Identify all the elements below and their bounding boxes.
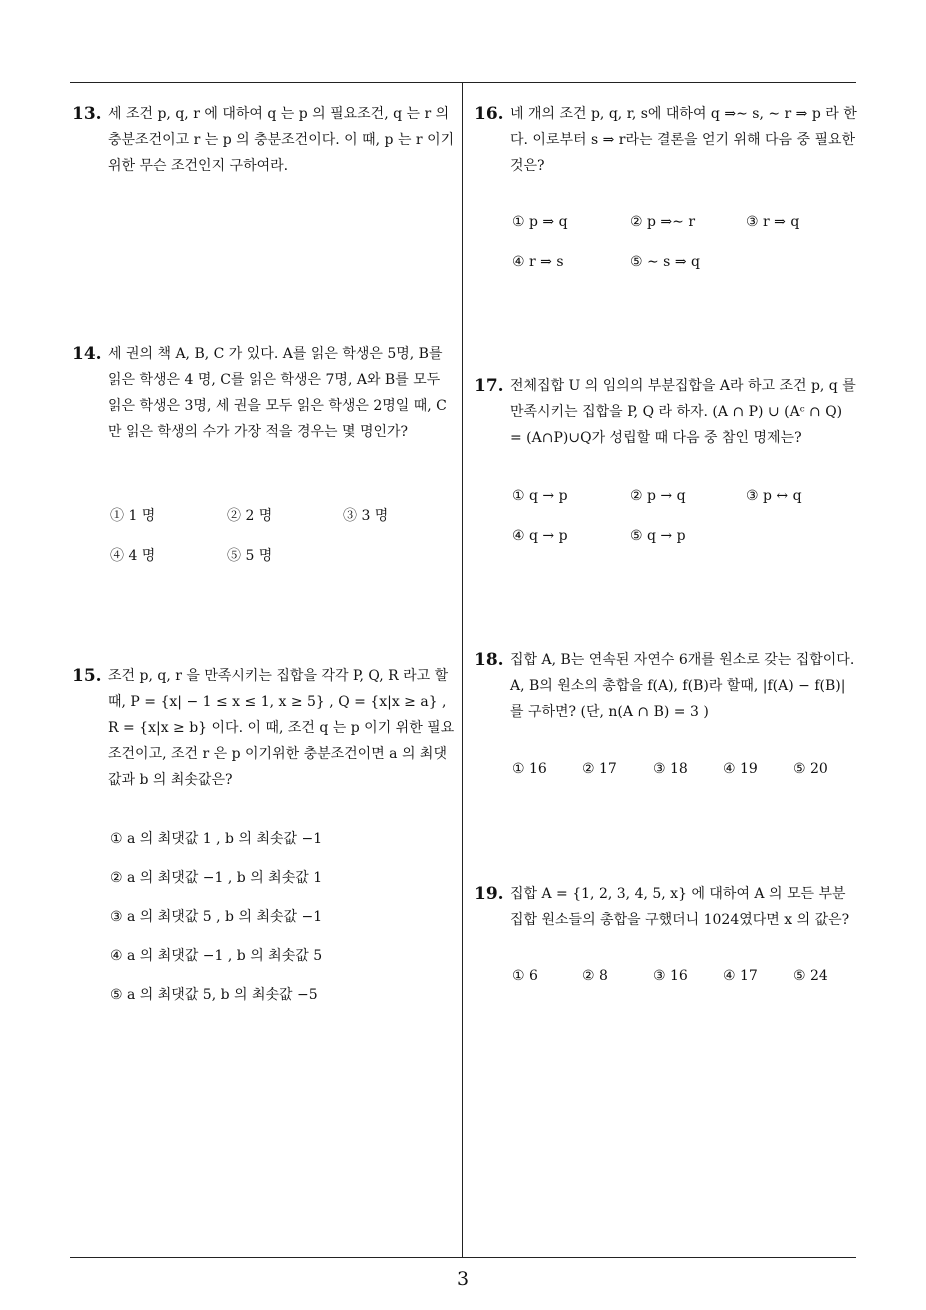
options-17 [512,488,852,568]
option-3[interactable]: ③ 3 명 [343,508,389,524]
option-3[interactable]: ③ r ⇒ q [746,214,800,230]
options-18 [512,761,852,801]
question-number: 17. [474,376,504,396]
question-number: 18. [474,650,504,670]
question-13 [72,101,456,179]
option-5[interactable]: ⑤ 24 [793,968,828,984]
option-4[interactable]: ④ a 의 최댓값 −1 , b 의 최솟값 5 [110,948,323,964]
option-5[interactable]: ⑤ 20 [793,761,828,777]
question-stem: 집합 A = {1, 2, 3, 4, 5, x} 에 대하여 A 의 모든 부분집합 원소들의 총합을 구했더니 1024였다면 x 의 값은? [510,886,850,928]
option-1[interactable]: ① 6 [512,968,538,984]
question-number: 19. [474,884,504,904]
question-16 [474,101,858,179]
option-5[interactable]: ⑤ a 의 최댓값 5, b 의 최솟값 −5 [110,987,318,1003]
option-1[interactable]: ① a 의 최댓값 1 , b 의 최솟값 −1 [110,831,323,847]
option-3[interactable]: ③ p ↔ q [746,488,802,504]
option-2[interactable]: ② 8 [582,968,608,984]
option-2[interactable]: ② p ⇒∼ r [630,214,696,230]
option-3[interactable]: ③ 18 [653,761,688,777]
option-1[interactable]: ① p ⇒ q [512,214,568,230]
question-stem: 조건 p, q, r 을 만족시키는 집합을 각각 P, Q, R 라고 할 때, P = {x| − 1 ≤ x ≤ 1, x ≥ 5} , Q = {x|x ≥ a} , R = {x|x ≥ b} 이다. 이 때, 조건 q 는 p 이기 위한 필요조건이고, 조건 r 은 p 이기위한 충분조건이면 a 의 최댓값과 b 의 최솟값은? [108,668,455,788]
column-divider [462,82,463,1257]
option-2[interactable]: ② 2 명 [227,508,273,524]
top-rule [70,82,856,83]
options-19 [512,968,852,1008]
question-stem: 전체집합 U 의 임의의 부분집합을 A라 하고 조건 p, q 를 만족시키는 집합을 P, Q 라 하자. (A ∩ P) ∪ (Aᶜ ∩ Q) = (A∩P)∪Q가 성립할 때 다음 중 참인 명제는? [510,378,856,446]
question-14 [72,341,456,445]
option-5[interactable]: ⑤ 5 명 [227,548,273,564]
options-15 [110,828,450,1023]
option-4[interactable]: ④ r ⇒ s [512,254,564,270]
option-5[interactable]: ⑤ q → p [630,528,686,544]
question-stem: 세 권의 책 A, B, C 가 있다. A를 읽은 학생은 5명, B를 읽은 학생은 4 명, C를 읽은 학생은 7명, A와 B를 모두 읽은 학생은 3명, 세 권을 모두 읽은 학생은 2명일 때, C만 읽은 학생의 수가 가장 적을 경우는 몇 명인가? [108,346,447,440]
option-4[interactable]: ④ 17 [723,968,758,984]
question-stem: 네 개의 조건 p, q, r, s에 대하여 q ⇒∼ s, ∼ r ⇒ p 라 한다. 이로부터 s ⇒ r라는 결론을 얻기 위해 다음 중 필요한 것은? [510,106,857,174]
options-14 [110,505,450,585]
page-number: 3 [456,1268,470,1290]
option-3[interactable]: ③ a 의 최댓값 5 , b 의 최솟값 −1 [110,909,323,925]
bottom-rule [70,1257,856,1258]
question-number: 14. [72,344,102,364]
question-18 [474,647,858,725]
option-1[interactable]: ① 16 [512,761,547,777]
question-number: 15. [72,666,102,686]
option-2[interactable]: ② a 의 최댓값 −1 , b 의 최솟값 1 [110,870,323,886]
question-stem: 집합 A, B는 연속된 자연수 6개를 원소로 갖는 집합이다. A, B의 원소의 총합을 f(A), f(B)라 할때, |f(A) − f(B)|를 구하면? (단, n(A ∩ B) = 3 ) [510,652,855,720]
question-number: 13. [72,104,102,124]
question-17 [474,373,858,451]
question-15 [72,663,456,793]
option-2[interactable]: ② p → q [630,488,686,504]
option-2[interactable]: ② 17 [582,761,617,777]
options-16 [512,214,852,294]
option-4[interactable]: ④ 19 [723,761,758,777]
question-stem: 세 조건 p, q, r 에 대하여 q 는 p 의 필요조건, q 는 r 의 충분조건이고 r 는 p 의 충분조건이다. 이 때, p 는 r 이기 위한 무슨 조건인지 구하여라. [108,106,455,174]
question-19 [474,881,858,933]
option-5[interactable]: ⑤ ∼ s ⇒ q [630,254,700,270]
option-3[interactable]: ③ 16 [653,968,688,984]
question-number: 16. [474,104,504,124]
option-4[interactable]: ④ q → p [512,528,568,544]
option-1[interactable]: ① q → p [512,488,568,504]
option-4[interactable]: ④ 4 명 [110,548,156,564]
option-1[interactable]: ① 1 명 [110,508,156,524]
